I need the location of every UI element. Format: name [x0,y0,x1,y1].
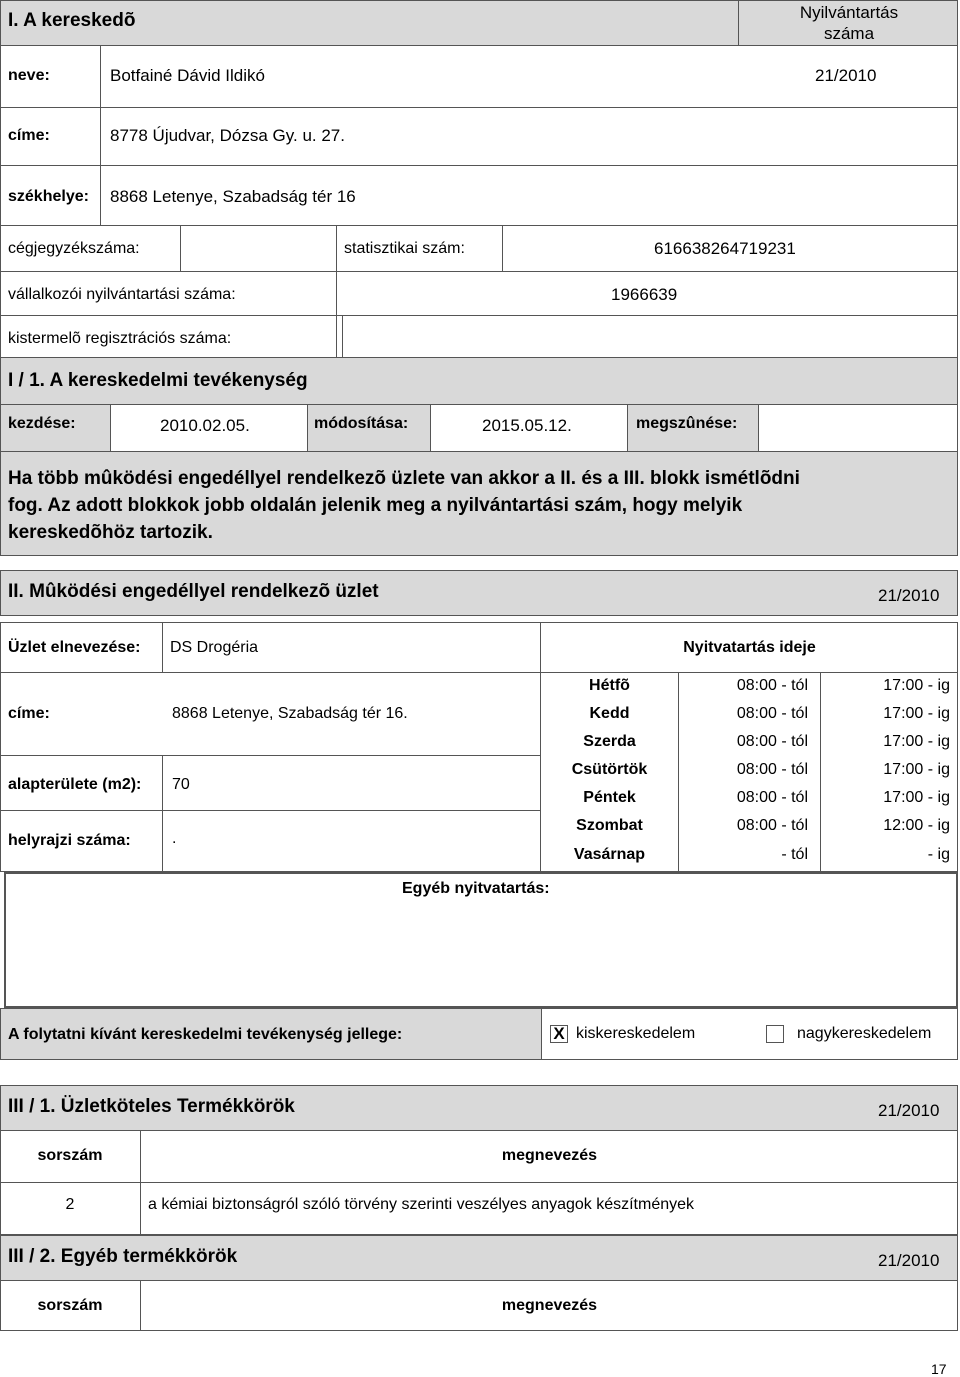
col-megnevezes: megnevezés [501,1147,598,1164]
uzlet-label: Üzlet elnevezése: [8,639,141,656]
szekhely-label: székhelye: [8,188,89,205]
day-label: Szerda [583,733,636,750]
to-time: 17:00 - ig [883,789,950,806]
divider [100,46,101,108]
section1-1-title: I / 1. A kereskedelmi tevékenység [8,370,308,391]
section3-2-title: III / 2. Egyéb termékkörök [8,1246,238,1267]
cegj-label: cégjegyzékszáma: [8,240,140,257]
from-time: - tól [781,846,808,863]
divider [336,272,337,316]
page-number: 17 [931,1361,947,1377]
from-time: 08:00 - tól [736,789,808,806]
nyitva-label: Nyitvatartás ideje [683,639,816,656]
divider [180,226,181,272]
cime-value: 8778 Újudvar, Dózsa Gy. u. 27. [110,126,345,145]
from-time: 08:00 - tól [736,733,808,750]
divider [0,810,540,811]
kezdes-value: 2010.02.05. [160,416,250,435]
to-time: 17:00 - ig [883,761,950,778]
megszunes-box [758,405,957,451]
shop-cime-label: címe: [8,705,50,722]
nagyker-label: nagykereskedelem [797,1025,932,1042]
divider [0,672,958,673]
day-label: Péntek [583,789,636,806]
section2-title: II. Mûködési engedéllyel rendelkezõ üzlet [8,581,379,602]
egyeb-label: Egyéb nyitvatartás: [402,880,550,897]
from-time: 08:00 - tól [736,817,808,834]
from-time: 08:00 - tól [736,761,808,778]
divider [502,226,503,272]
row-sorszam: 2 [65,1196,75,1213]
notice-line-3: kereskedõhöz tartozik. [8,522,213,543]
jelleg-label: A folytatni kívánt kereskedelmi tevékenység jellege: [8,1026,403,1043]
stat-value: 616638264719231 [654,239,796,258]
day-label: Hétfõ [589,677,630,694]
section1-title: I. A kereskedõ [8,10,136,31]
day-label: Kedd [589,705,630,722]
modositas-value: 2015.05.12. [482,416,572,435]
divider [342,316,343,358]
section3-2-reg-number: 21/2010 [878,1251,940,1270]
section3-1-reg-number: 21/2010 [878,1101,940,1120]
stat-label: statisztikai szám: [344,240,465,257]
notice-line-2: fog. Az adott blokkok jobb oldalán jelenik meg a nyilvántartási szám, hogy melyik [8,495,743,516]
divider [336,316,337,358]
day-label: Szombat [576,817,643,834]
divider [738,0,739,46]
neve-value: Botfainé Dávid Ildikó [110,66,265,85]
to-time: 17:00 - ig [883,705,950,722]
kezdes-label: kezdése: [8,415,76,432]
shop-details [0,622,958,872]
from-time: 08:00 - tól [736,705,808,722]
divider [0,1182,958,1183]
terulet-value: 70 [172,776,190,793]
kisker-checkbox[interactable]: X [550,1025,568,1043]
divider [100,166,101,226]
szekhely-value: 8868 Letenye, Szabadság tér 16 [110,187,356,206]
nagyker-checkbox[interactable] [766,1025,784,1043]
col-sorszam: sorszám [37,1297,103,1314]
section3-1-title: III / 1. Üzletköteles Termékkörök [8,1096,295,1117]
neve-label: neve: [8,67,50,84]
col-sorszam: sorszám [37,1147,103,1164]
from-time: 08:00 - tól [736,677,808,694]
cegj-row [0,226,958,272]
hrsz-label: helyrajzi száma: [8,832,131,849]
modositas-label: módosítása: [314,415,409,432]
row-megnevezes: a kémiai biztonságról szóló törvény szerinti veszélyes anyagok készítmények [148,1196,695,1213]
megszunes-label: megszûnése: [636,415,738,432]
reg-number-label: Nyilvántartás száma [799,3,899,43]
to-time: 17:00 - ig [883,677,950,694]
divider [678,672,679,872]
day-label: Vasárnap [573,846,646,863]
cime-label: címe: [8,127,50,144]
divider [162,755,163,872]
uzlet-value: DS Drogéria [170,639,259,656]
col-megnevezes: megnevezés [501,1297,598,1314]
notice-line-1: Ha több mûködési engedéllyel rendelkezõ üzlete van akkor a II. és a III. blokk ismétlõdni [8,468,800,489]
hrsz-value: . [172,830,177,847]
to-time: 12:00 - ig [883,817,950,834]
divider [820,672,821,872]
day-label: Csütörtök [571,761,648,778]
divider [0,755,540,756]
kist-label: kistermelõ regisztrációs száma: [8,330,232,347]
reg-number-value: 21/2010 [815,66,877,85]
shop-cime-value: 8868 Letenye, Szabadság tér 16. [172,705,408,722]
terulet-label: alapterülete (m2): [8,776,142,793]
divider [100,108,101,166]
section2-reg-number: 21/2010 [878,586,940,605]
kisker-label: kiskereskedelem [576,1025,696,1042]
to-time: 17:00 - ig [883,733,950,750]
to-time: - ig [927,846,950,863]
divider [336,226,337,272]
vall-label: vállalkozói nyilvántartási száma: [8,286,236,303]
vall-value: 1966639 [611,285,678,304]
divider [162,622,163,672]
